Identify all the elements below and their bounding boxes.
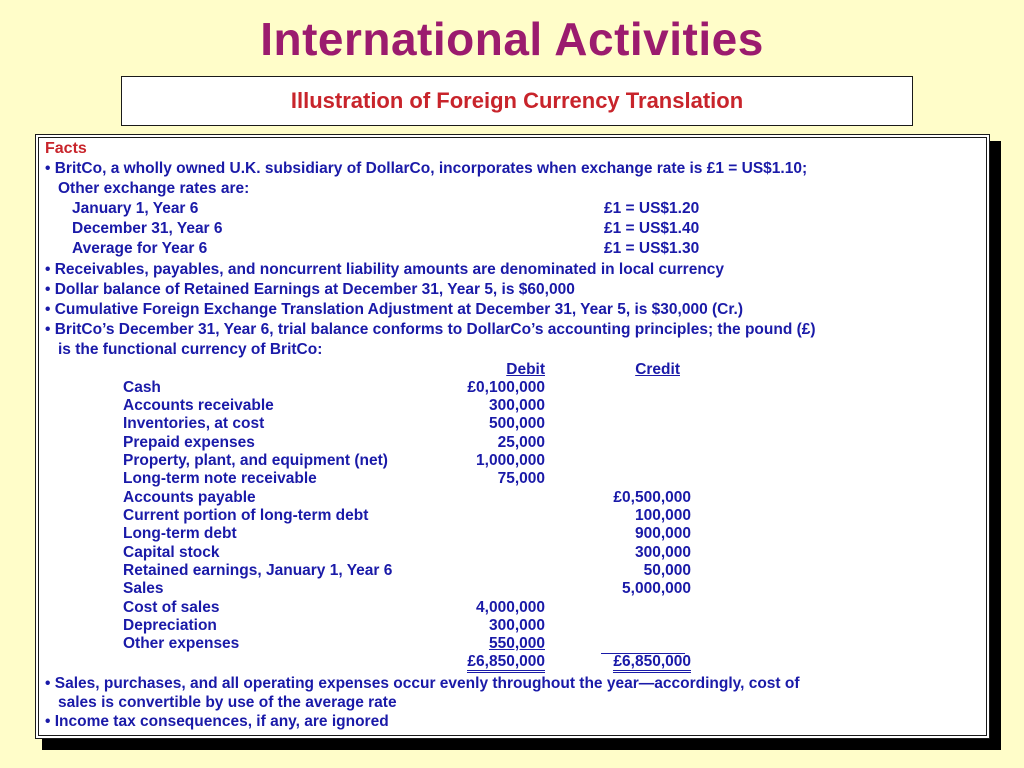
credit-header: Credit: [635, 361, 680, 378]
credit-amount: 5,000,000: [622, 580, 691, 597]
debit-amount: 75,000: [497, 470, 545, 487]
rate-label: January 1, Year 6: [72, 200, 199, 217]
bullet-average-rate-cont: sales is convertible by use of the average rate: [58, 694, 397, 711]
rate-value: £1 = US$1.40: [604, 220, 700, 237]
debit-amount: 300,000: [488, 397, 545, 414]
credit-amount: £0,500,000: [613, 489, 691, 506]
bullet-trial-balance-cont: is the functional currency of BritCo:: [58, 341, 323, 358]
bullet-translation-adjustment: • Cumulative Foreign Exchange Translation Adjustment at December 31, Year 5, is $30,000 (Cr.): [45, 301, 744, 318]
account-name: Retained earnings, January 1, Year 6: [123, 562, 393, 579]
total-credit: £6,850,000: [613, 654, 691, 673]
account-name: Inventories, at cost: [123, 415, 265, 432]
table-row: [36, 470, 989, 488]
debit-amount: 500,000: [488, 415, 545, 432]
subtitle-box: [121, 76, 913, 126]
account-name: Accounts payable: [123, 489, 256, 506]
table-row: [36, 562, 989, 580]
credit-amount: 100,000: [634, 507, 691, 524]
table-row: [36, 635, 989, 653]
table-row: [36, 580, 989, 598]
facts-heading: Facts: [45, 140, 87, 157]
page-title: International Activities: [260, 13, 764, 65]
table-total-row: [36, 654, 989, 672]
account-name: Depreciation: [123, 617, 217, 634]
rate-value: £1 = US$1.30: [604, 240, 700, 257]
debit-amount: 25,000: [497, 434, 545, 451]
table-row: [36, 617, 989, 635]
subtitle: Illustration of Foreign Currency Translation: [290, 88, 744, 113]
account-name: Sales: [123, 580, 164, 597]
debit-header: Debit: [506, 361, 545, 378]
rate-value: £1 = US$1.20: [604, 200, 700, 217]
account-name: Prepaid expenses: [123, 434, 255, 451]
credit-amount: 900,000: [634, 525, 691, 542]
debit-amount: 4,000,000: [476, 599, 545, 616]
account-name: Cash: [123, 379, 161, 396]
bullet-denomination: • Receivables, payables, and noncurrent liability amounts are denominated in local currency: [45, 261, 725, 278]
account-name: Long-term debt: [123, 525, 237, 542]
bullet-exchange-rate-cont: Other exchange rates are:: [58, 180, 250, 197]
account-name: Current portion of long-term debt: [123, 507, 369, 524]
table-row: [36, 379, 989, 397]
bullet-retained-earnings: • Dollar balance of Retained Earnings at December 31, Year 5, is $60,000: [45, 281, 575, 298]
account-name: Long-term note receivable: [123, 470, 317, 487]
bullet-exchange-rate: • BritCo, a wholly owned U.K. subsidiary of DollarCo, incorporates when exchange rate is £1 = US$1.10;: [45, 160, 808, 177]
bullet-trial-balance: • BritCo’s December 31, Year 6, trial balance conforms to DollarCo’s accounting principles; the pound (£): [45, 321, 816, 338]
debit-amount: 300,000: [488, 617, 545, 634]
table-row: [36, 489, 989, 507]
rate-label: December 31, Year 6: [72, 220, 223, 237]
debit-amount: 550,000: [488, 635, 545, 652]
table-row: [36, 434, 989, 452]
table-row: [36, 507, 989, 525]
table-row: [36, 544, 989, 562]
account-name: Accounts receivable: [123, 397, 274, 414]
bullet-average-rate: • Sales, purchases, and all operating expenses occur evenly throughout the year—accordingly, cost of: [45, 675, 800, 692]
total-debit: £6,850,000: [467, 654, 545, 673]
rate-label: Average for Year 6: [72, 240, 208, 257]
credit-amount: 300,000: [634, 544, 691, 561]
account-name: Cost of sales: [123, 599, 220, 616]
debit-amount: 1,000,000: [476, 452, 545, 469]
table-row: [36, 525, 989, 543]
account-name: Property, plant, and equipment (net): [123, 452, 388, 469]
table-row: [36, 452, 989, 470]
facts-panel: [35, 134, 990, 739]
account-name: Other expenses: [123, 635, 240, 652]
table-row: [36, 397, 989, 415]
table-row: [36, 415, 989, 433]
credit-amount: 50,000: [643, 562, 691, 579]
debit-amount: £0,100,000: [467, 379, 545, 396]
table-row: [36, 599, 989, 617]
account-name: Capital stock: [123, 544, 220, 561]
bullet-income-tax: • Income tax consequences, if any, are ignored: [45, 713, 389, 730]
